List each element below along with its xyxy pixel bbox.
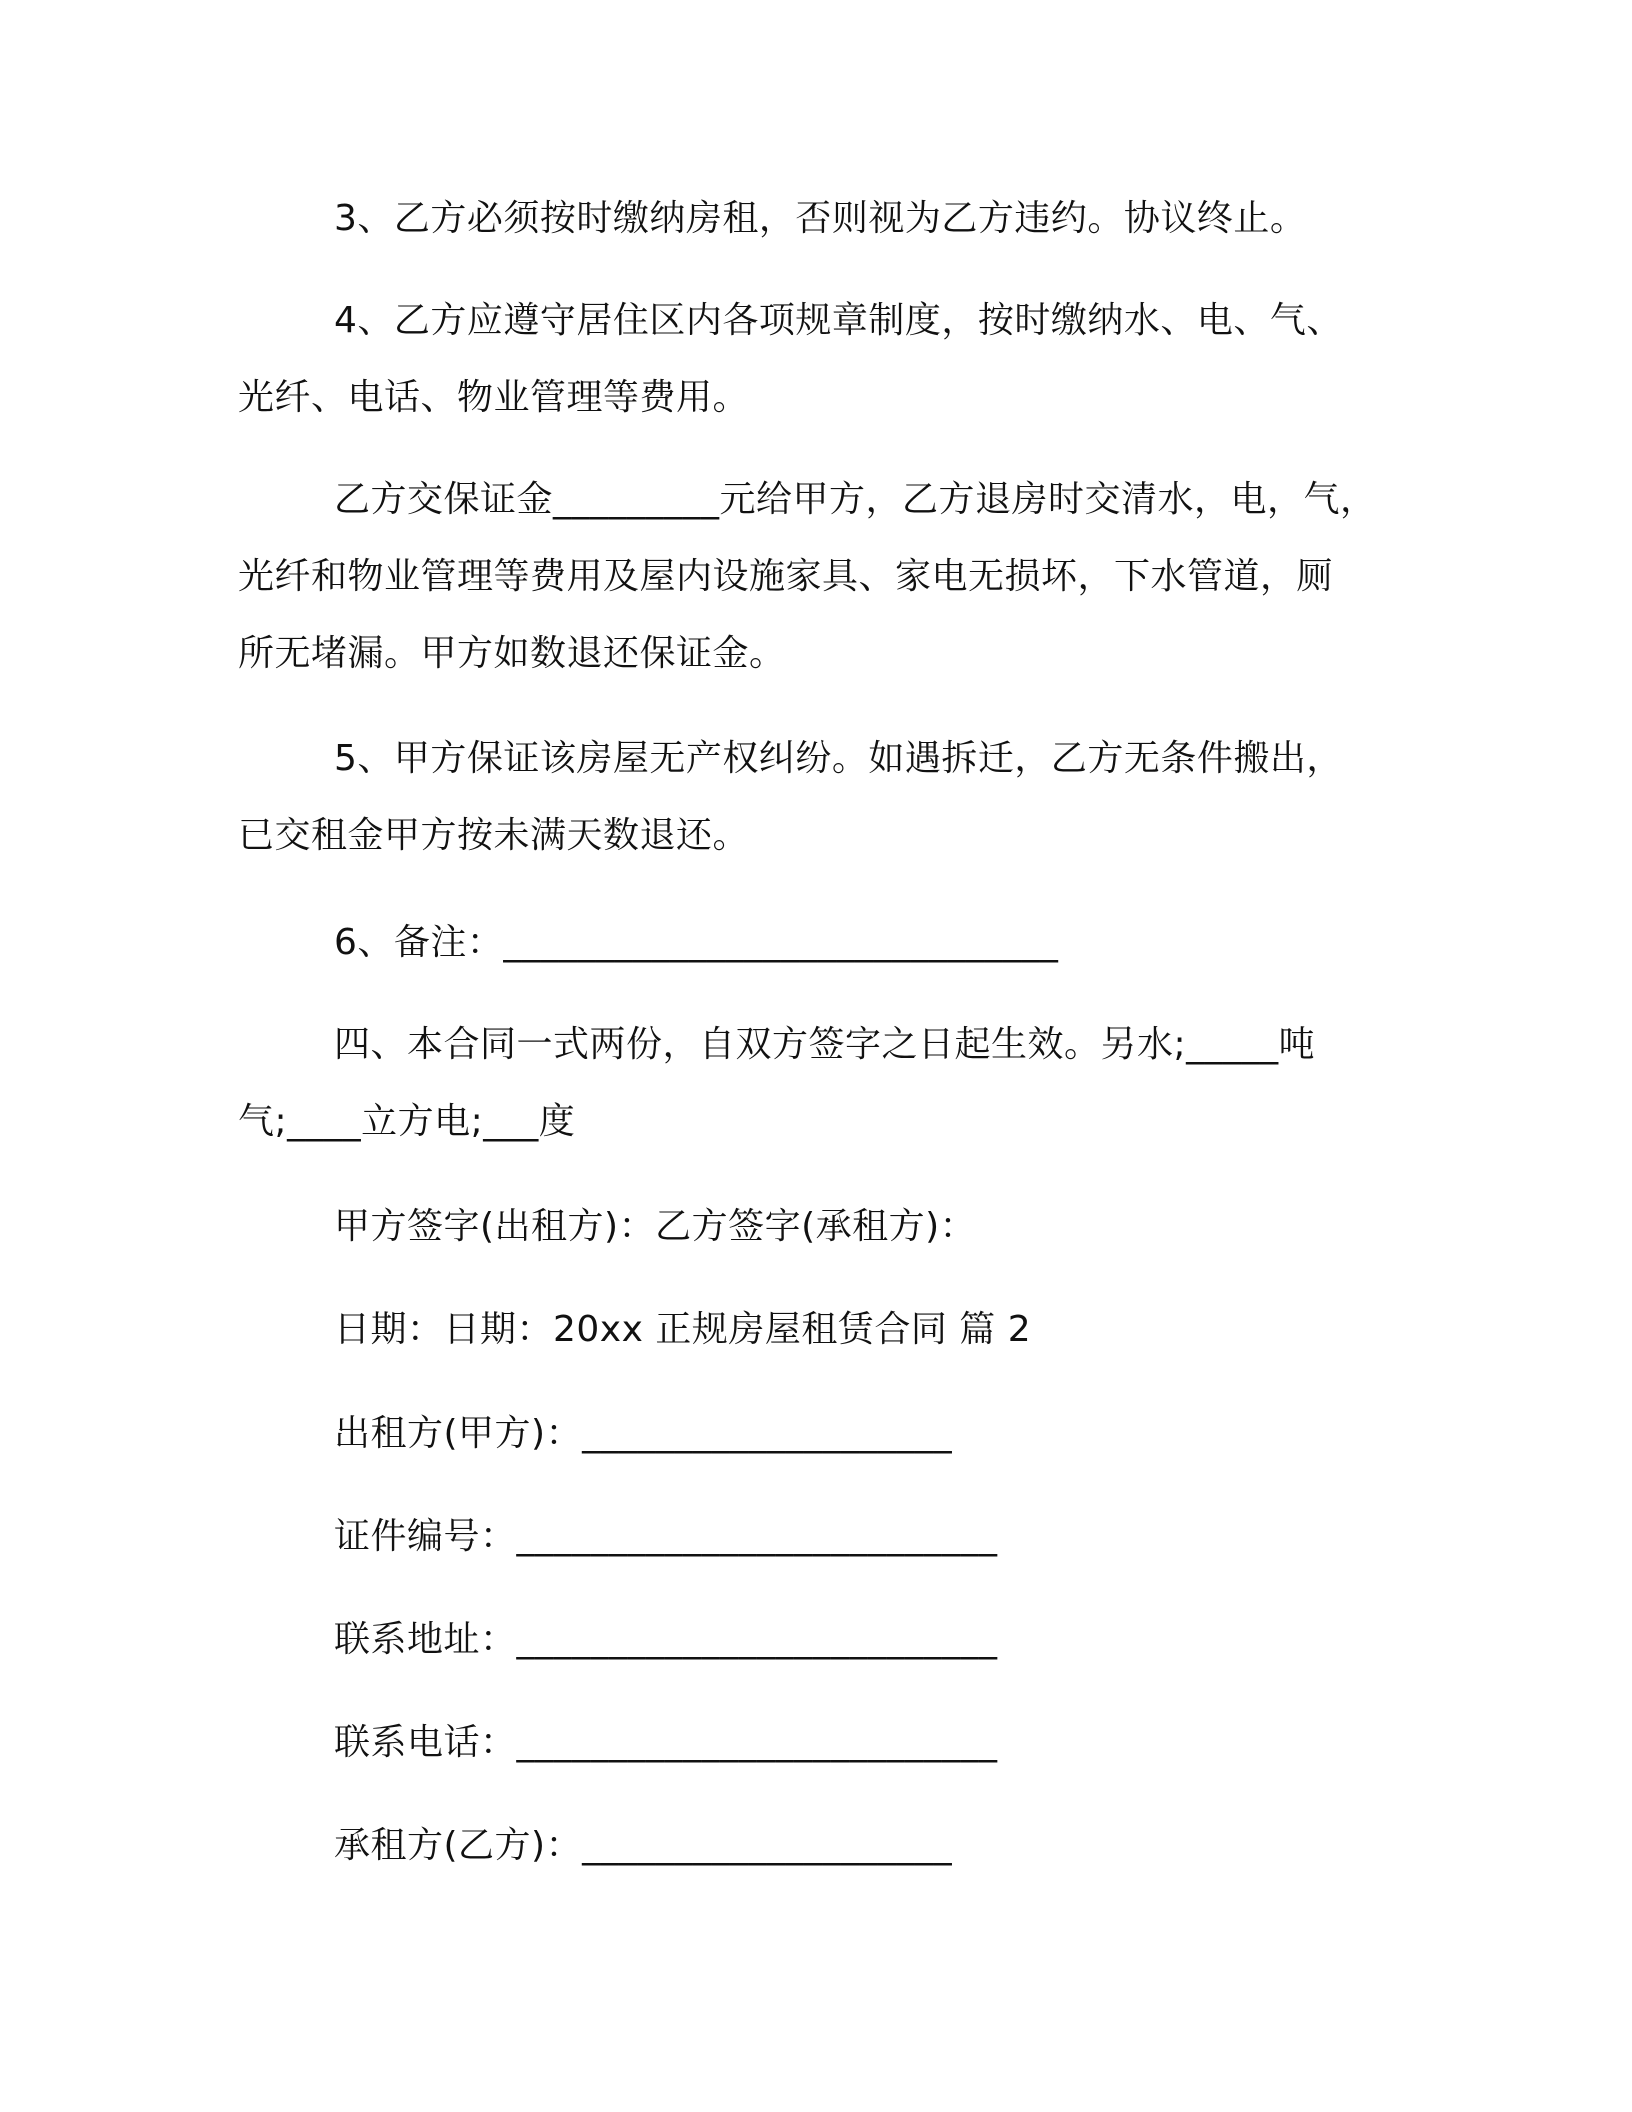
clause-3: 3、乙方必须按时缴纳房租，否则视为乙方违约。协议终止。 <box>334 198 1307 239</box>
clause-5-line-2: 已交租金甲方按未满天数退还。 <box>238 815 750 856</box>
lessor-field: 出租方(甲方)：____________________ <box>334 1413 953 1454</box>
address-field: 联系地址：__________________________ <box>334 1619 998 1660</box>
deposit-line-2: 光纤和物业管理等费用及屋内设施家具、家电无损坏，下水管道，厕 <box>238 556 1334 597</box>
clause-5-line-1: 5、甲方保证该房屋无产权纠纷。如遇拆迁，乙方无条件搬出， <box>334 738 1343 779</box>
clause-6-remarks: 6、备注：______________________________ <box>334 922 1059 963</box>
clause-four-line-2: 气;____立方电;___度 <box>238 1101 576 1142</box>
clause-four <box>238 1006 1378 1160</box>
phone-field: 联系电话：__________________________ <box>334 1722 998 1763</box>
clause-4-line-2: 光纤、电话、物业管理等费用。 <box>238 377 750 418</box>
date-line: 日期：日期：20xx 正规房屋租赁合同 篇 2 <box>334 1309 1032 1350</box>
clause-4-line-1: 4、乙方应遵守居住区内各项规章制度，按时缴纳水、电、气、 <box>334 300 1343 341</box>
clause-5 <box>238 720 1378 874</box>
signature-line: 甲方签字(出租方)：乙方签字(承租方)： <box>334 1206 977 1247</box>
deposit-line-3: 所无堵漏。甲方如数退还保证金。 <box>238 633 786 674</box>
clause-4 <box>238 282 1378 436</box>
deposit-line-1: 乙方交保证金_________元给甲方，乙方退房时交清水，电，气， <box>334 479 1377 520</box>
id-number-field: 证件编号：__________________________ <box>334 1516 998 1557</box>
clause-four-line-1: 四、本合同一式两份，自双方签字之日起生效。另水;_____吨 <box>334 1024 1316 1065</box>
deposit-clause <box>238 461 1378 692</box>
lessee-field: 承租方(乙方)：____________________ <box>334 1825 953 1866</box>
